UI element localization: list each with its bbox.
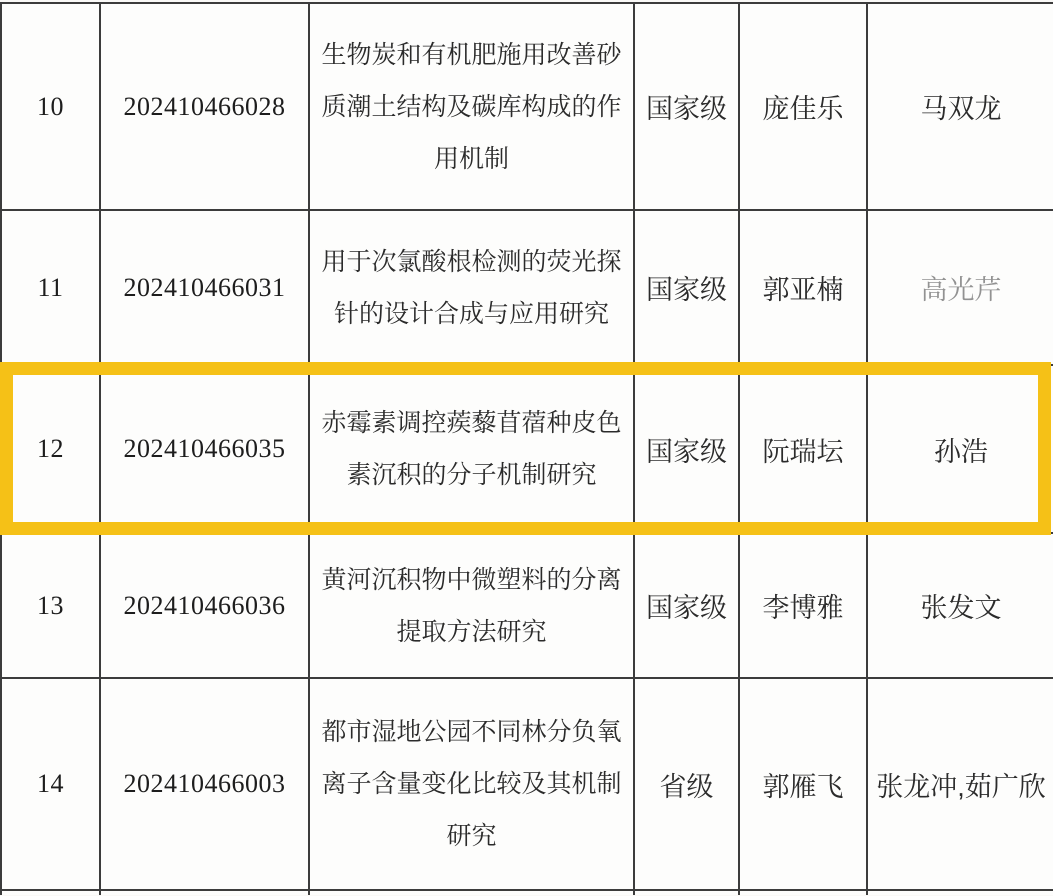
cell-empty bbox=[309, 890, 634, 895]
cell-project-title bbox=[309, 365, 634, 533]
project-title-text: 都市湿地公园不同林分负氧离子含量变化比较及其机制研究 bbox=[321, 718, 622, 850]
cell-project-leader: 郭亚楠 bbox=[739, 210, 867, 365]
project-title-text: 赤霉素调控蒺藜苜蓿种皮色素沉积的分子机制研究 bbox=[321, 409, 622, 489]
cell-row-number: 12 bbox=[1, 365, 100, 533]
cell-row-number: 10 bbox=[1, 3, 100, 210]
cell-project-members: 张龙冲,茹广欣 bbox=[867, 678, 1053, 890]
cell-project-title bbox=[309, 3, 634, 210]
project-title-text: 黄河沉积物中微塑料的分离提取方法研究 bbox=[321, 565, 622, 646]
cell-project-level: 国家级 bbox=[634, 365, 739, 533]
table-row bbox=[1, 3, 1053, 210]
cell-project-level: 国家级 bbox=[634, 3, 739, 210]
cell-project-code: 202410466031 bbox=[100, 210, 309, 365]
cell-project-code: 202410466035 bbox=[100, 365, 309, 533]
cell-empty bbox=[739, 890, 867, 895]
table-row bbox=[1, 210, 1053, 365]
cell-project-level: 省级 bbox=[634, 678, 739, 890]
cell-project-members: 马双龙 bbox=[867, 3, 1053, 210]
cell-project-code: 202410466003 bbox=[100, 678, 309, 890]
table-row-highlighted bbox=[1, 365, 1053, 533]
project-title-text: 生物炭和有机肥施用改善砂质潮土结构及碳库构成的作用机制 bbox=[321, 40, 622, 173]
cell-empty bbox=[100, 890, 309, 895]
cell-empty bbox=[634, 890, 739, 895]
cell-project-leader: 阮瑞坛 bbox=[739, 365, 867, 533]
cell-project-leader: 庞佳乐 bbox=[739, 3, 867, 210]
cell-project-leader: 李博雅 bbox=[739, 533, 867, 678]
cell-project-level: 国家级 bbox=[634, 210, 739, 365]
cell-empty bbox=[867, 890, 1053, 895]
cell-project-leader: 郭雁飞 bbox=[739, 678, 867, 890]
cell-project-members: 孙浩 bbox=[867, 365, 1053, 533]
cell-project-code: 202410466028 bbox=[100, 3, 309, 210]
table-row bbox=[1, 678, 1053, 890]
cell-project-title bbox=[309, 533, 634, 678]
cell-empty bbox=[1, 890, 100, 895]
cell-project-title bbox=[309, 678, 634, 890]
cell-project-level: 国家级 bbox=[634, 533, 739, 678]
cell-row-number: 13 bbox=[1, 533, 100, 678]
project-title-text: 用于次氯酸根检测的荧光探针的设计合成与应用研究 bbox=[321, 247, 622, 328]
table-row-partial bbox=[1, 890, 1053, 895]
cell-project-code: 202410466036 bbox=[100, 533, 309, 678]
table-row bbox=[1, 533, 1053, 678]
cell-project-members: 张发文 bbox=[867, 533, 1053, 678]
cell-project-members: 高光芹 bbox=[867, 210, 1053, 365]
cell-project-title bbox=[309, 210, 634, 365]
projects-table bbox=[0, 2, 1053, 895]
cell-row-number: 14 bbox=[1, 678, 100, 890]
cell-row-number: 11 bbox=[1, 210, 100, 365]
